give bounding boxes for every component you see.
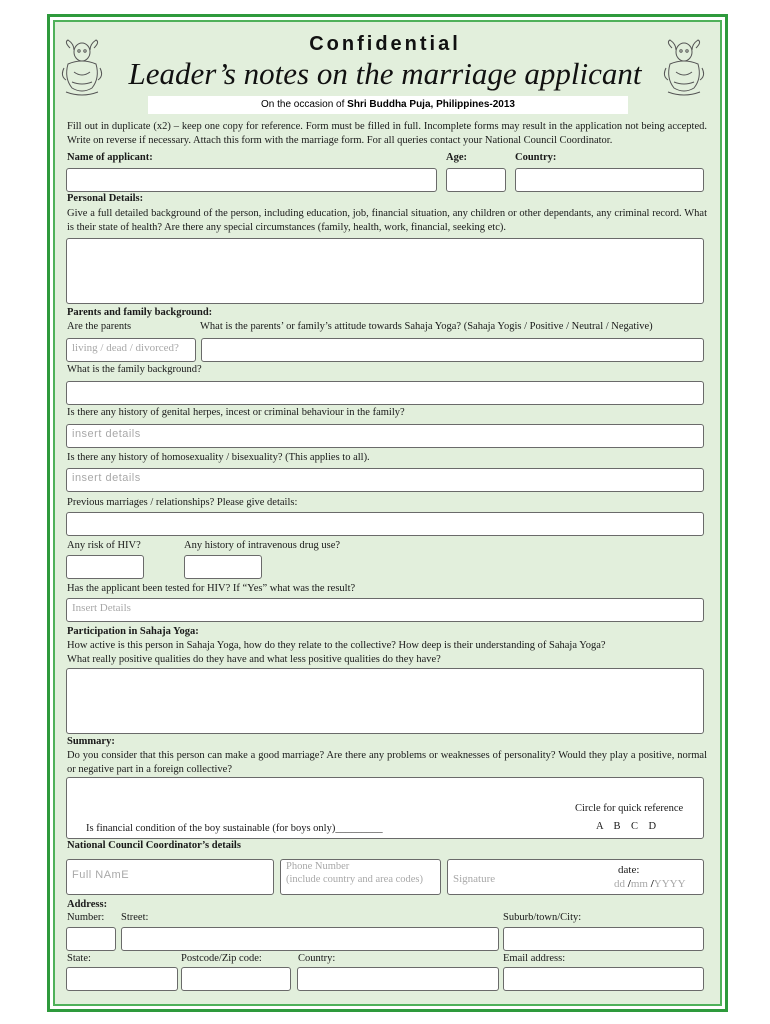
homosexuality-label: Is there any history of homosexuality / bisexuality? (This applies to all). <box>67 452 370 463</box>
country-label: Country: <box>515 152 557 163</box>
parents-label: Are the parents <box>67 321 132 332</box>
number-label: Number: <box>67 912 105 923</box>
herpes-placeholder: insert details <box>72 428 141 440</box>
email-input[interactable] <box>503 967 704 991</box>
previous-relationships-label: Previous marriages / relationships? Please give details: <box>67 497 298 508</box>
confidential-heading: Confidential <box>309 33 461 55</box>
date-format-yyyy: YYYY <box>653 878 686 890</box>
state-input[interactable] <box>66 967 178 991</box>
previous-relationships-input[interactable] <box>66 512 704 536</box>
background-input[interactable] <box>66 381 704 405</box>
phone-placeholder: Phone Number <box>286 861 350 872</box>
phone-hint: (include country and area codes) <box>286 874 424 885</box>
address-country-input[interactable] <box>297 967 499 991</box>
personal-details-textarea[interactable] <box>66 238 704 304</box>
address-street-input[interactable] <box>121 927 499 951</box>
country-input[interactable] <box>515 168 704 192</box>
hiv-risk-label: Any risk of HIV? <box>67 540 141 551</box>
email-label: Email address: <box>503 953 566 964</box>
date-separator-2: / <box>650 878 654 890</box>
coordinator-signature-input[interactable] <box>447 859 704 895</box>
fullname-placeholder: Full NAmE <box>72 869 130 881</box>
personal-heading: Personal Details: <box>67 193 144 204</box>
coordinator-heading: National Council Coordinator’s details <box>67 840 241 851</box>
herpes-label: Is there any history of genital herpes, incest or criminal behaviour in the family? <box>67 407 405 418</box>
address-heading: Address: <box>67 899 108 910</box>
occasion-prefix: On the occasion of <box>261 99 348 110</box>
summary-textarea[interactable] <box>66 777 704 839</box>
summary-instructions: Do you consider that this person can make a good marriage? Are there any problems or weaknesses of personality? Would they play a positive, normal or negative part in a foreign collective? <box>67 750 707 775</box>
hiv-tested-input[interactable] <box>66 598 704 622</box>
participation-heading: Participation in Sahaja Yoga: <box>67 626 199 637</box>
drug-use-input[interactable] <box>184 555 262 579</box>
hiv-tested-placeholder: Insert Details <box>72 602 131 614</box>
coordinator-fullname-input[interactable] <box>66 859 274 895</box>
coordinator-phone-input[interactable] <box>280 859 441 895</box>
intro-instructions: Fill out in duplicate (x2) – keep one copy for reference. Form must be filled in full. Incomplete forms may result in the application not being accepted. Write on reverse if necessary. Attach this form with the marriage form. For all queries contact your National Council Coordinator. <box>67 121 707 146</box>
address-number-input[interactable] <box>66 927 116 951</box>
address-suburb-input[interactable] <box>503 927 704 951</box>
page-title: Leader’s notes on the marriage applicant <box>128 56 642 91</box>
hiv-tested-label: Has the applicant been tested for HIV? If “Yes” what was the result? <box>67 583 356 594</box>
date-format-dd: dd <box>614 878 625 890</box>
postcode-input[interactable] <box>181 967 291 991</box>
circle-reference-label: Circle for quick reference <box>575 803 684 814</box>
herpes-input[interactable] <box>66 424 704 448</box>
parents-status-placeholder: living / dead / divorced? <box>72 342 179 354</box>
homosexuality-input[interactable] <box>66 468 704 492</box>
quick-reference-options[interactable]: A B C D <box>596 821 657 832</box>
family-heading: Parents and family background: <box>67 307 213 318</box>
occasion-banner <box>148 96 628 114</box>
age-input[interactable] <box>446 168 506 192</box>
age-label: Age: <box>446 152 467 163</box>
address-country-label: Country: <box>298 953 336 964</box>
drug-use-label: Any history of intravenous drug use? <box>184 540 341 551</box>
postcode-label: Postcode/Zip code: <box>181 953 262 964</box>
signature-placeholder: Signature <box>453 873 496 885</box>
participation-textarea[interactable] <box>66 668 704 734</box>
hiv-risk-input[interactable] <box>66 555 144 579</box>
financial-condition-label: Is financial condition of the boy sustainable (for boys only)_________ <box>86 823 383 834</box>
homosexuality-placeholder: insert details <box>72 472 141 484</box>
suburb-label: Suburb/town/City: <box>503 912 582 923</box>
date-label: date: <box>618 864 640 876</box>
summary-heading: Summary: <box>67 736 115 747</box>
street-label: Street: <box>121 912 149 923</box>
personal-instructions: Give a full detailed background of the person, including education, job, financial situation, any children or other dependants, any criminal record. What is their state of health? Are there any special circumstances (family, health, work, financial, seeking etc). <box>67 208 707 233</box>
date-format-mm: mm <box>630 878 648 890</box>
name-label: Name of applicant: <box>67 152 153 163</box>
participation-line-2: What really positive qualities do they have and what less positive qualities do they have? <box>67 654 441 665</box>
background-label: What is the family background? <box>67 364 202 375</box>
participation-line-1: How active is this person in Sahaja Yoga, how do they relate to the collective? How deep is their understanding of Sahaja Yoga? <box>67 640 606 651</box>
attitude-label: What is the parents’ or family’s attitude towards Sahaja Yoga? (Sahaja Yogis / Positive / Neutral / Negative) <box>200 321 653 332</box>
attitude-input[interactable] <box>201 338 704 362</box>
occasion-event: Shri Buddha Puja, Philippines-2013 <box>347 99 515 110</box>
date-format <box>614 878 686 890</box>
name-input[interactable] <box>66 168 437 192</box>
date-separator-1: / <box>627 878 631 890</box>
parents-status-input[interactable] <box>66 338 196 362</box>
state-label: State: <box>67 953 91 964</box>
